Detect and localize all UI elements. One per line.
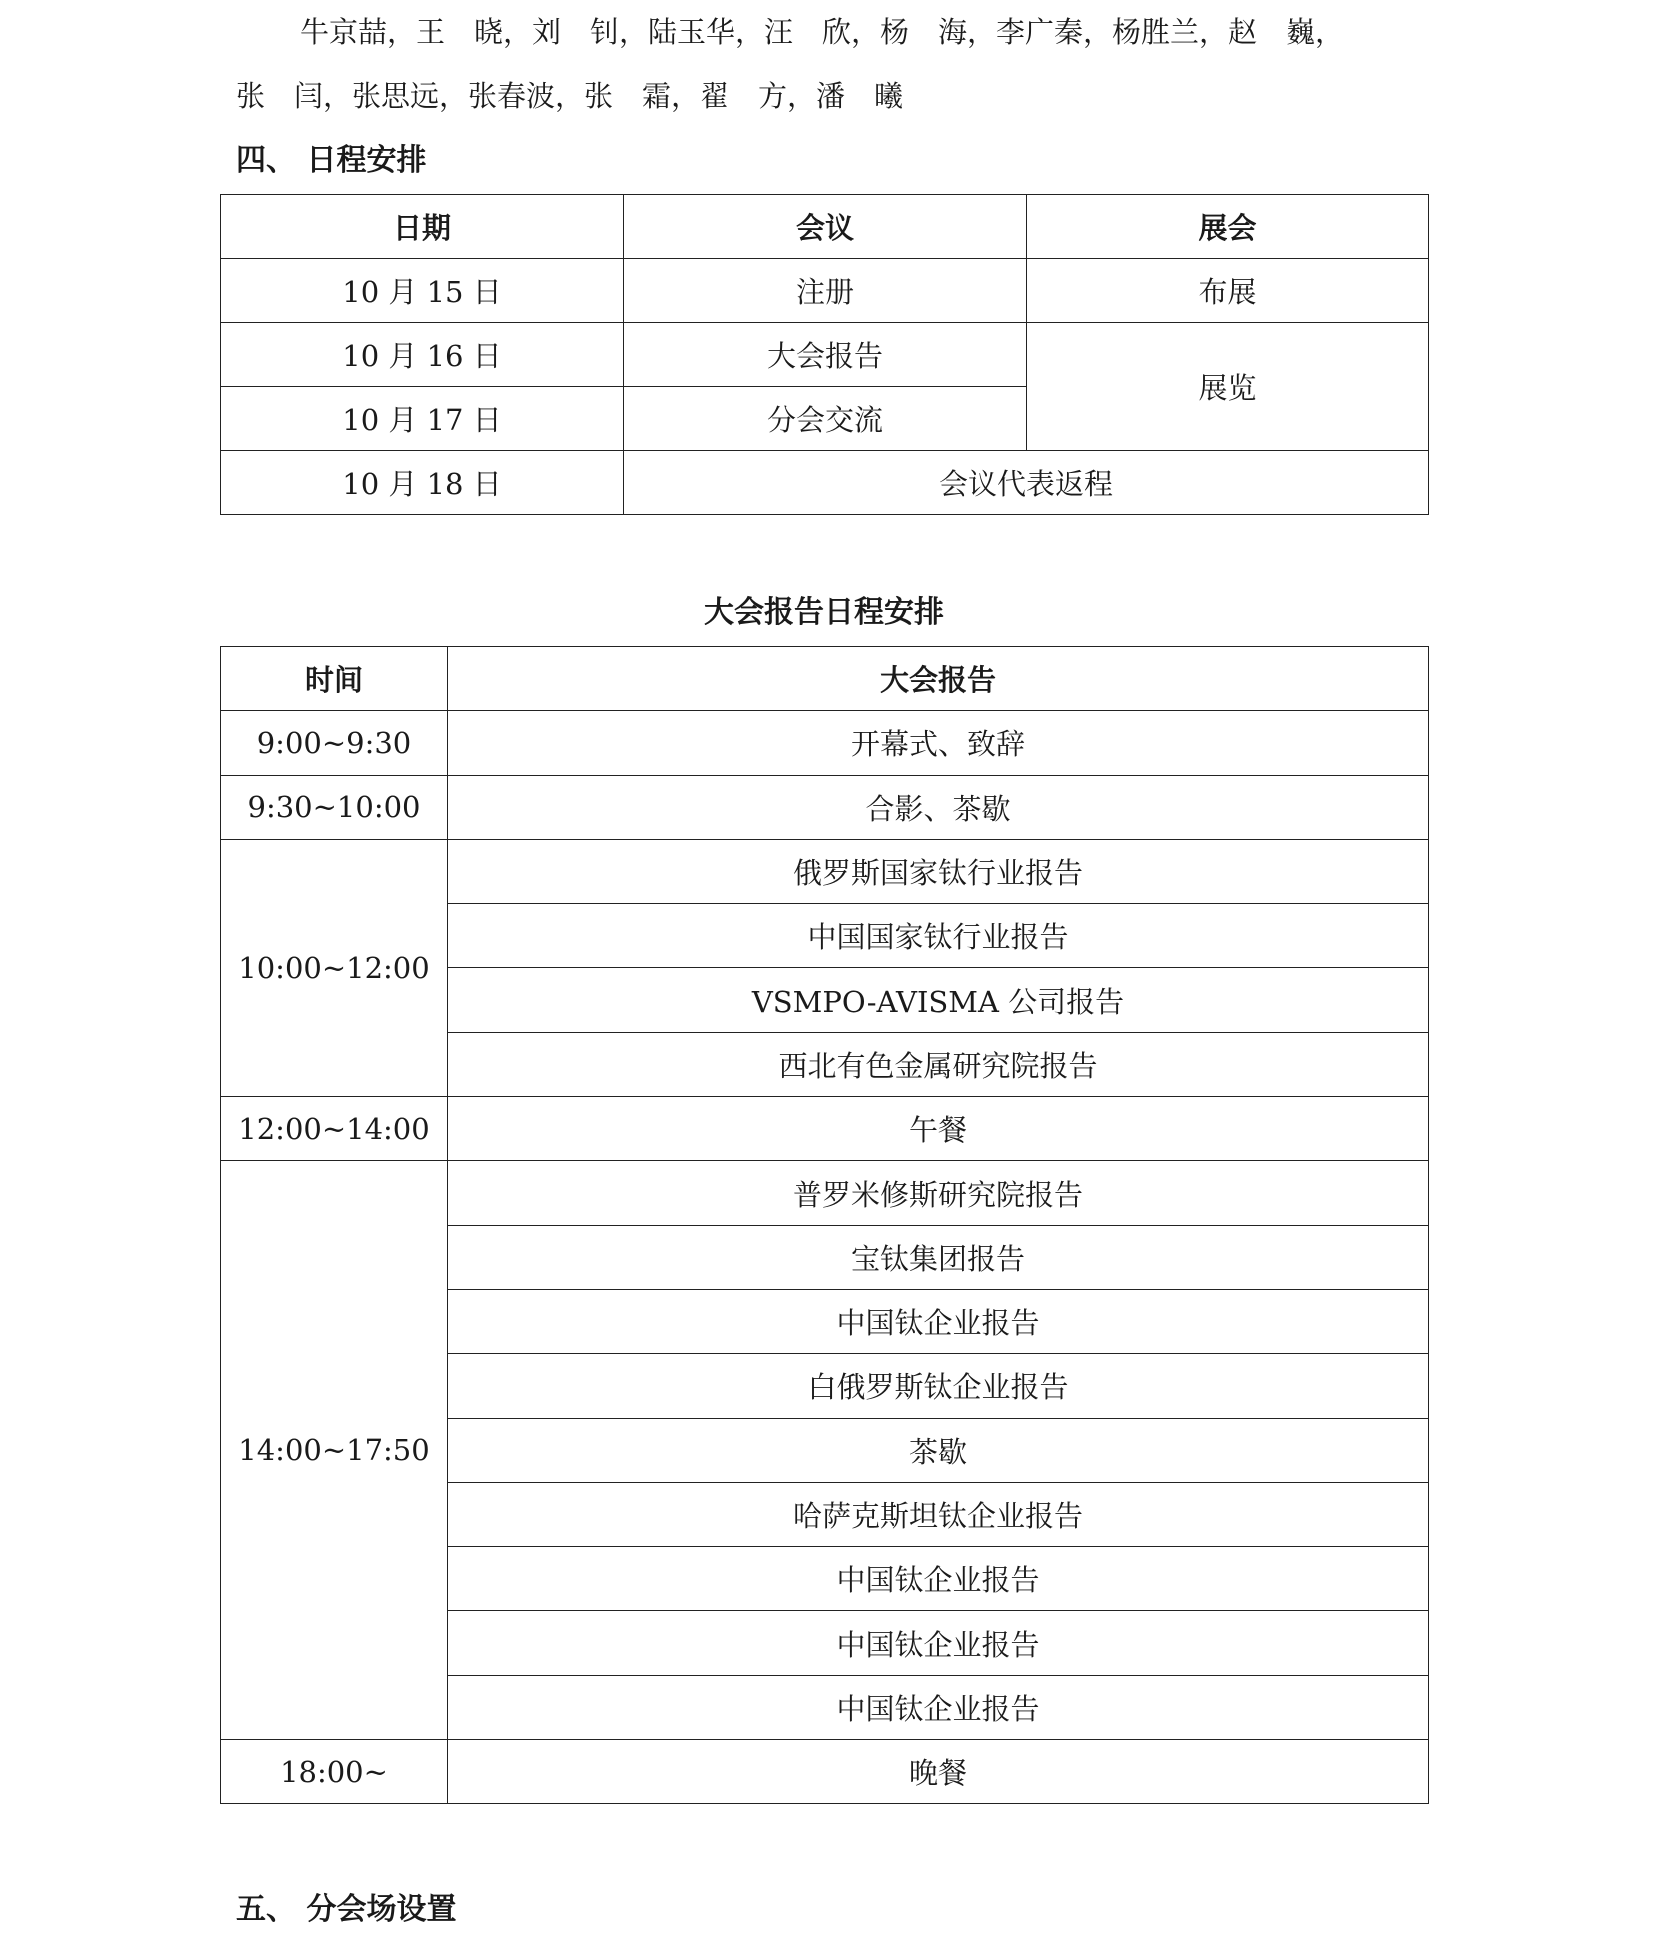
header-time: 时间 (221, 647, 448, 711)
time-cell: 10:00~12:00 (221, 839, 448, 1096)
table-header-row (221, 647, 1429, 711)
meeting-cell: 注册 (624, 259, 1027, 323)
report-cell: 中国钛企业报告 (448, 1547, 1429, 1611)
meeting-cell: 分会交流 (624, 387, 1027, 451)
exhibition-cell: 展览 (1027, 323, 1429, 451)
table-header-row (221, 195, 1429, 259)
report-cell: 西北有色金属研究院报告 (448, 1032, 1429, 1096)
merged-cell: 会议代表返程 (624, 451, 1429, 515)
report-cell: 中国钛企业报告 (448, 1289, 1429, 1353)
date-cell: 10 月 18 日 (221, 451, 624, 515)
time-cell: 18:00~ (221, 1740, 448, 1804)
report-cell: 午餐 (448, 1097, 1429, 1161)
report-cell: 哈萨克斯坦钛企业报告 (448, 1482, 1429, 1546)
report-cell: 合影、茶歇 (448, 775, 1429, 839)
report-cell: 中国钛企业报告 (448, 1675, 1429, 1739)
header-meeting: 会议 (624, 195, 1027, 259)
time-cell: 9:00~9:30 (221, 711, 448, 775)
date-cell: 10 月 17 日 (221, 387, 624, 451)
table-row (221, 839, 1429, 903)
report-cell: 俄罗斯国家钛行业报告 (448, 839, 1429, 903)
table-row (221, 711, 1429, 775)
table-row (221, 1740, 1429, 1804)
time-cell: 9:30~10:00 (221, 775, 448, 839)
exhibition-cell: 布展 (1027, 259, 1429, 323)
table-row (221, 1097, 1429, 1161)
table-row (221, 323, 1429, 387)
time-cell: 12:00~14:00 (221, 1097, 448, 1161)
table-row (221, 451, 1429, 515)
report-cell: 白俄罗斯钛企业报告 (448, 1354, 1429, 1418)
table-row (221, 1161, 1429, 1225)
section-heading-sub-venues: 五、 分会场设置 (236, 1892, 457, 1927)
report-cell: 中国国家钛行业报告 (448, 904, 1429, 968)
section-heading-schedule: 四、 日程安排 (236, 143, 427, 178)
report-cell: 晚餐 (448, 1740, 1429, 1804)
table-row (221, 775, 1429, 839)
header-exhibition: 展会 (1027, 195, 1429, 259)
table-row (221, 259, 1429, 323)
meeting-cell: 大会报告 (624, 323, 1027, 387)
header-date: 日期 (221, 195, 624, 259)
report-cell: 茶歇 (448, 1418, 1429, 1482)
date-cell: 10 月 15 日 (221, 259, 624, 323)
schedule-table (220, 194, 1429, 515)
date-cell: 10 月 16 日 (221, 323, 624, 387)
report-cell: VSMPO-AVISMA 公司报告 (448, 968, 1429, 1032)
report-cell: 中国钛企业报告 (448, 1611, 1429, 1675)
report-cell: 普罗米修斯研究院报告 (448, 1161, 1429, 1225)
report-cell: 宝钛集团报告 (448, 1225, 1429, 1289)
plenary-schedule-table (220, 646, 1429, 1804)
participant-names-line-1: 牛京喆，王 晓，刘 钊，陆玉华，汪 欣，杨 海，李广秦，杨胜兰，赵 巍， (300, 15, 1345, 49)
header-report: 大会报告 (448, 647, 1429, 711)
plenary-table-title: 大会报告日程安排 (704, 595, 944, 630)
time-cell: 14:00~17:50 (221, 1161, 448, 1740)
report-cell: 开幕式、致辞 (448, 711, 1429, 775)
participant-names-line-2: 张 闫，张思远，张春波，张 霜，翟 方，潘 曦 (236, 79, 904, 113)
